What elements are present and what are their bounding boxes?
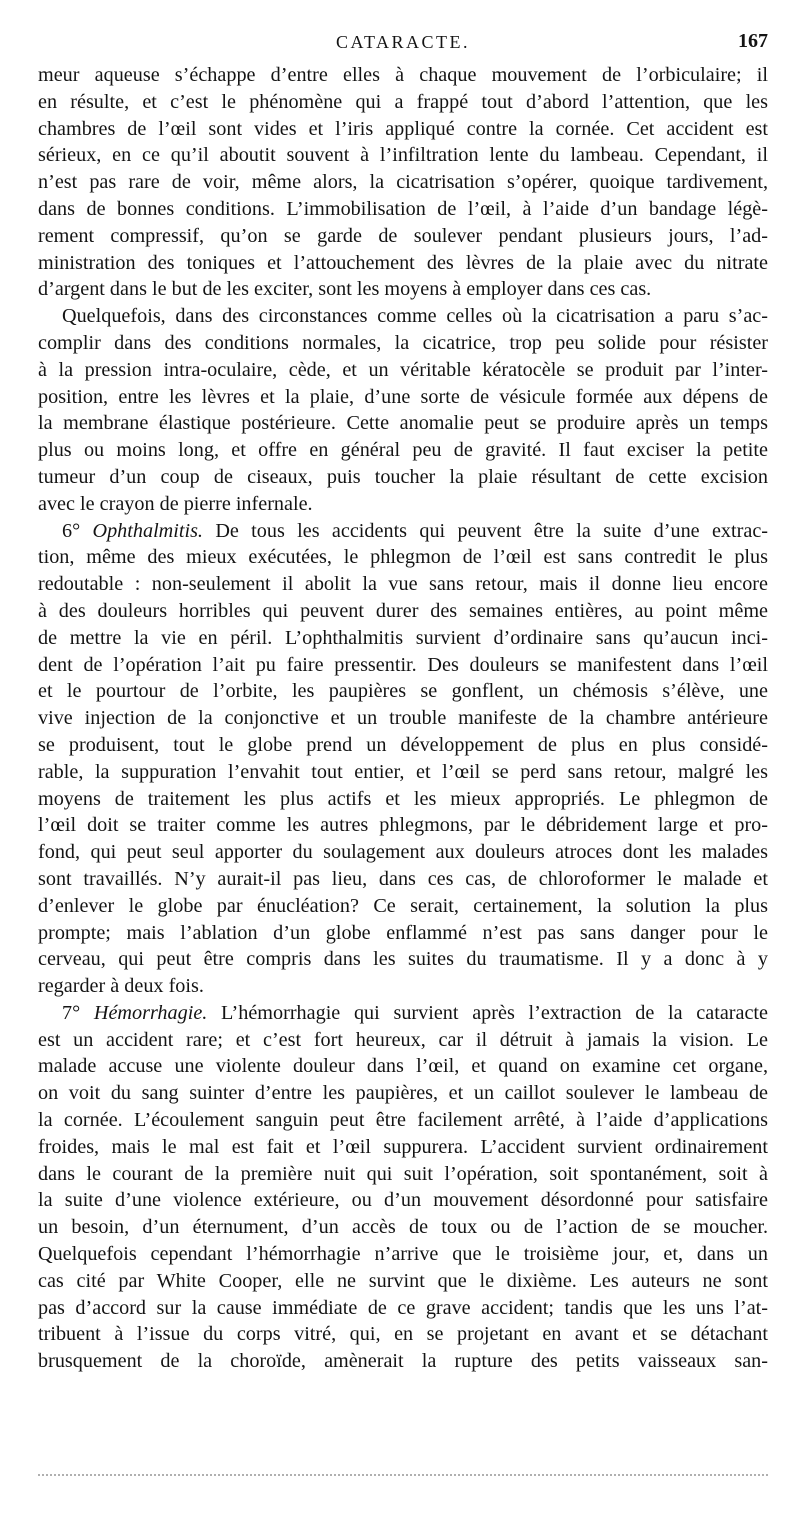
line-text: la suite d’une violence extérieure, ou d’un mouvement désordonné pour satisfaire xyxy=(38,1189,768,1212)
line-text: position, entre les lèvres et la plaie, d’une sorte de vésicule formée aux dépens de xyxy=(38,385,768,408)
line-text: rable, la suppuration l’envahit tout entier, et l’œil se perd sans retour, malgré les xyxy=(38,760,768,783)
text-line xyxy=(38,223,768,250)
text-line xyxy=(38,1241,768,1268)
text-line xyxy=(38,946,768,973)
text-line xyxy=(38,1187,768,1214)
text-line xyxy=(38,169,768,196)
text-line xyxy=(38,1053,768,1080)
line-text: cas cité par White Cooper, elle ne survint que le dixième. Les auteurs ne sont xyxy=(38,1269,768,1292)
text-line xyxy=(38,839,768,866)
line-text: sérieux, en ce qu’il aboutit souvent à l’infiltration lente du lambeau. Cependant, il xyxy=(38,144,768,167)
text-line xyxy=(38,973,768,1000)
section-title: Hémorrhagie. xyxy=(93,1001,208,1024)
line-text: moyens de traitement les plus actifs et les mieux appropriés. Le phlegmon de xyxy=(38,787,768,810)
text-line xyxy=(38,1295,768,1322)
text-line xyxy=(38,1080,768,1107)
text-line xyxy=(38,893,768,920)
text-line xyxy=(38,1214,768,1241)
text-line xyxy=(38,1161,768,1188)
line-text: l’œil doit se traiter comme les autres phlegmons, par le débridement large et pro- xyxy=(38,814,768,837)
line-text: rement compressif, qu’on se garde de soulever pendant plusieurs jours, l’ad- xyxy=(38,224,768,247)
line-text: L’hémorrhagie qui survient après l’extraction de la cataracte xyxy=(207,1001,768,1024)
line-text: malade accuse une violente douleur dans l’œil, et quand on examine cet organe, xyxy=(38,1055,768,1078)
text-line xyxy=(38,571,768,598)
line-text: la membrane élastique postérieure. Cette anomalie peut se produire après un temps xyxy=(38,412,768,435)
text-line xyxy=(38,116,768,143)
line-text: redoutable : non-seulement il abolit la vue sans retour, mais il donne lieu encore xyxy=(38,573,768,596)
line-text: avec le crayon de pierre infernale. xyxy=(38,492,313,515)
text-line xyxy=(38,250,768,277)
line-text: plus ou moins long, et offre en général peu de gravité. Il faut exciser la petite xyxy=(38,439,768,462)
line-text: complir dans des conditions normales, la cicatrice, trop peu solide pour résister xyxy=(38,331,768,354)
line-text: tumeur d’un coup de ciseaux, puis toucher la plaie résultant de cette excision xyxy=(38,465,768,488)
text-line xyxy=(38,276,768,303)
text-line xyxy=(38,1000,768,1027)
line-text: se produisent, tout le globe prend un développement de plus en plus considé- xyxy=(38,733,768,756)
line-text: pas d’accord sur la cause immédiate de ce grave accident; tandis que les uns l’at- xyxy=(38,1296,768,1319)
text-line xyxy=(38,1134,768,1161)
line-text: vive injection de la conjonctive et un trouble manifeste de la chambre antérieure xyxy=(38,707,768,730)
line-text: tion, même des mieux exécutées, le phlegmon de l’œil est sans contredit le plus xyxy=(38,546,768,569)
line-text: un besoin, d’un éternument, d’un accès de toux ou de l’action de se moucher. xyxy=(38,1216,768,1239)
text-line xyxy=(38,678,768,705)
footer-dotted-rule xyxy=(38,1474,768,1476)
text-line xyxy=(38,330,768,357)
line-text: est un accident rare; et c’est fort heureux, car il détruit à jamais la vision. Le xyxy=(38,1028,768,1051)
line-text: d’enlever le globe par énucléation? Ce serait, certainement, la solution la plus xyxy=(38,894,768,917)
line-text: dans le courant de la première nuit qui suit l’opération, soit spontanément, soit à xyxy=(38,1162,768,1185)
line-text: sont travaillés. N’y aurait-il pas lieu, dans ces cas, de chloroformer le malade et xyxy=(38,867,768,890)
line-text: n’est pas rare de voir, même alors, la cicatrisation s’opérer, quoique tardivement, xyxy=(38,171,768,194)
text-line xyxy=(38,62,768,89)
section-number: 7° xyxy=(62,1001,94,1024)
line-text: cerveau, qui peut être compris dans les suites du traumatisme. Il y a donc à y xyxy=(38,948,768,971)
running-head: CATARACTE. xyxy=(335,32,471,52)
text-line xyxy=(38,598,768,625)
text-line xyxy=(38,544,768,571)
text-line xyxy=(38,920,768,947)
line-text: meur aqueuse s’échappe d’entre elles à chaque mouvement de l’orbiculaire; il xyxy=(38,64,768,86)
text-line xyxy=(38,812,768,839)
line-text: à des douleurs horribles qui peuvent durer des semaines entières, au point même xyxy=(38,599,768,622)
line-text: dans de bonnes conditions. L’immobilisation de l’œil, à l’aide d’un bandage légè- xyxy=(38,197,768,220)
text-line xyxy=(38,437,768,464)
text-line xyxy=(38,518,768,545)
line-text: on voit du sang suinter d’entre les paupières, et un caillot soulever le lambeau de xyxy=(38,1082,768,1105)
line-text: dent de l’opération l’ait pu faire pressentir. Des douleurs se manifestent dans l’œil xyxy=(38,653,768,676)
line-text: d’argent dans le but de les exciter, sont les moyens à employer dans ces cas. xyxy=(38,278,652,301)
text-line xyxy=(38,491,768,518)
line-text: chambres de l’œil sont vides et l’iris appliqué contre la cornée. Cet accident est xyxy=(38,117,768,140)
text-line xyxy=(38,196,768,223)
text-line xyxy=(38,303,768,330)
text-line xyxy=(38,625,768,652)
page-header xyxy=(38,28,768,58)
line-text: brusquement de la choroïde, amènerait la rupture des petits vaisseaux san- xyxy=(38,1350,768,1373)
line-text: tribuent à l’issue du corps vitré, qui, en se projetant en avant et se détachant xyxy=(38,1323,768,1346)
line-text: regarder à deux fois. xyxy=(38,975,204,998)
page-number: 167 xyxy=(738,30,768,52)
text-line xyxy=(38,1027,768,1054)
text-line xyxy=(38,142,768,169)
line-text: fond, qui peut seul apporter du soulagement aux douleurs atroces dont les malades xyxy=(38,841,768,864)
line-text: et le pourtour de l’orbite, les paupières se gonflent, un chémosis s’élève, une xyxy=(38,680,768,703)
text-line xyxy=(38,357,768,384)
line-text: ministration des toniques et l’attouchement des lèvres de la plaie avec du nitrate xyxy=(38,251,768,274)
line-text: froides, mais le mal est fait et l’œil suppurera. L’accident survient ordinairement xyxy=(38,1135,768,1158)
text-line xyxy=(38,866,768,893)
text-line xyxy=(38,1348,768,1375)
text-line xyxy=(38,786,768,813)
line-text: la cornée. L’écoulement sanguin peut être facilement arrêté, à l’aide d’applications xyxy=(38,1109,768,1132)
line-text: De tous les accidents qui peuvent être la suite d’une extrac- xyxy=(202,519,768,542)
section-number: 6° xyxy=(62,519,93,542)
text-line xyxy=(38,464,768,491)
text-line xyxy=(38,1321,768,1348)
body-text xyxy=(38,62,768,1375)
text-line xyxy=(38,705,768,732)
text-line xyxy=(38,759,768,786)
text-line xyxy=(38,384,768,411)
line-text: à la pression intra-oculaire, cède, et un véritable kératocèle se produit par l’inter- xyxy=(38,358,768,381)
text-line xyxy=(38,410,768,437)
text-line xyxy=(38,652,768,679)
line-text: Quelquefois cependant l’hémorrhagie n’arrive que le troisième jour, et, dans un xyxy=(38,1243,768,1266)
text-line xyxy=(38,732,768,759)
line-text: de mettre la vie en péril. L’ophthalmitis survient d’ordinaire sans qu’aucun inci- xyxy=(38,626,768,649)
text-line xyxy=(38,1107,768,1134)
section-title: Ophthalmitis. xyxy=(92,519,203,542)
text-line xyxy=(38,1268,768,1295)
line-text: prompte; mais l’ablation d’un globe enflammé n’est pas sans danger pour le xyxy=(38,921,768,944)
line-text: Quelquefois, dans des circonstances comme celles où la cicatrisation a paru s’ac- xyxy=(62,305,768,328)
text-line xyxy=(38,89,768,116)
line-text: en résulte, et c’est le phénomène qui a frappé tout d’abord l’attention, que les xyxy=(38,90,768,113)
